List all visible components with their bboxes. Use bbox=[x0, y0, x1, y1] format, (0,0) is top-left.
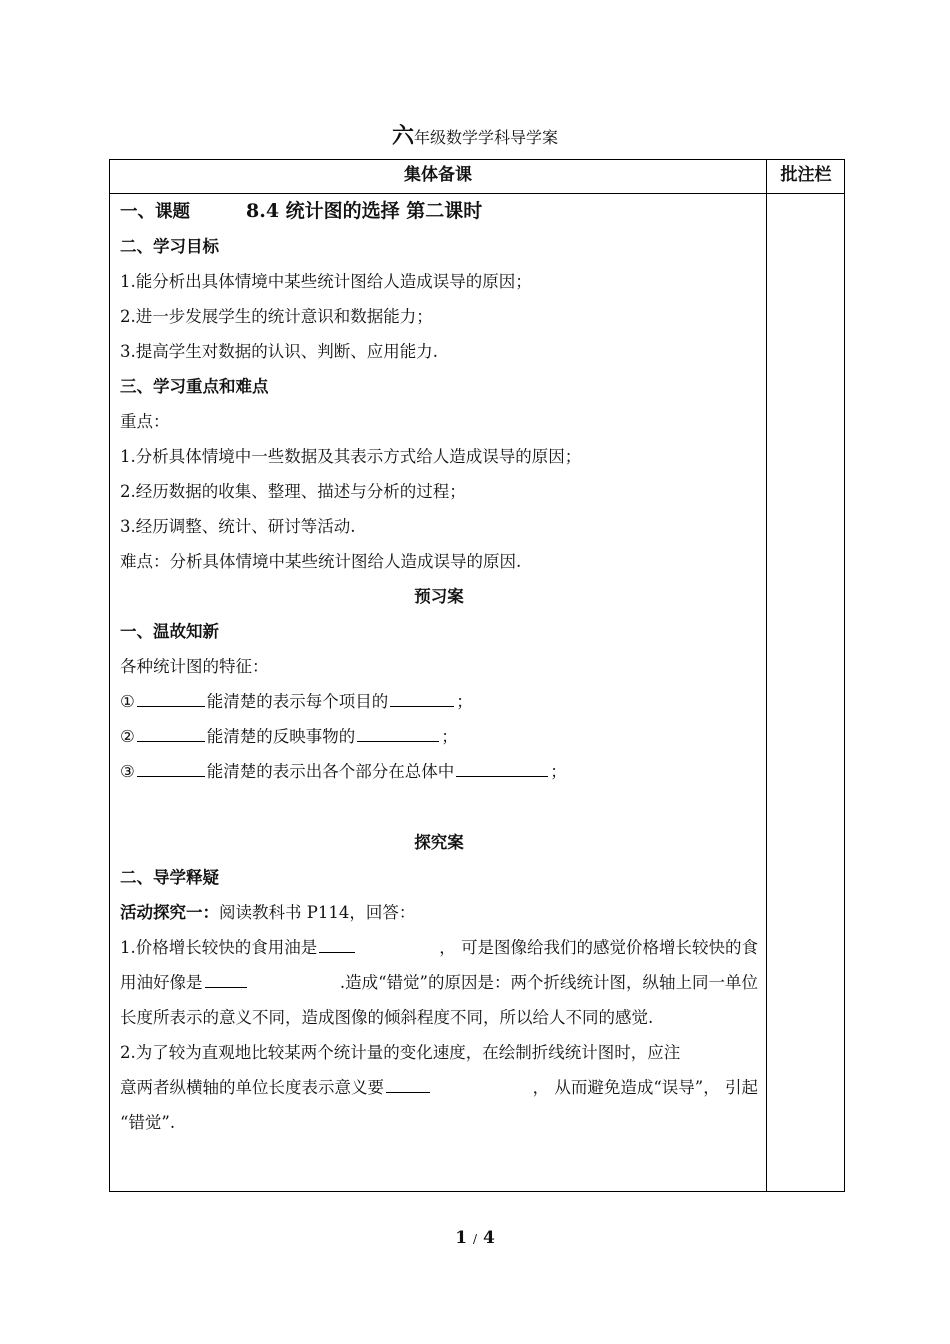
item-end: ； bbox=[550, 762, 567, 781]
title-grade: 六 bbox=[391, 123, 414, 149]
item-text: 能清楚的反映事物的 bbox=[206, 727, 356, 746]
focus-item: 1.分析具体情境中一些数据及其表示方式给人造成误导的原因； bbox=[120, 447, 582, 466]
item-end: ； bbox=[456, 692, 473, 711]
review-heading: 一、温故知新 bbox=[120, 622, 219, 641]
fill-blank-item bbox=[120, 684, 758, 719]
focus-label: 重点： bbox=[120, 412, 170, 431]
answer-blank[interactable] bbox=[137, 719, 205, 742]
goal-item: 3.提高学生对数据的认识、判断、应用能力. bbox=[120, 342, 438, 361]
total-pages: 4 bbox=[482, 1228, 495, 1248]
answer-blank[interactable] bbox=[205, 965, 247, 988]
q1-text-c: 用油好像是 bbox=[120, 973, 203, 992]
q2-text-b: 意两者纵横轴的单位长度表示意义要 bbox=[120, 1078, 384, 1097]
page-number bbox=[0, 1228, 950, 1248]
difficulty-text: 难点：分析具体情境中某些统计图给人造成误导的原因. bbox=[120, 552, 522, 571]
activity-label: 活动探究一： bbox=[120, 903, 219, 922]
item-end: ； bbox=[441, 727, 458, 746]
lesson-topic-row bbox=[120, 194, 758, 229]
goal-item: 2.进一步发展学生的统计意识和数据能力； bbox=[120, 307, 433, 326]
item-number: ③ bbox=[120, 762, 135, 781]
q1-text-e: 长度所表示的意义不同，造成图像的倾斜程度不同，所以给人不同的感觉. bbox=[120, 1008, 654, 1027]
lesson-topic-label: 一、课题 bbox=[120, 202, 190, 222]
page-separator: / bbox=[472, 1232, 478, 1246]
blank-space bbox=[120, 789, 758, 825]
document-title bbox=[0, 124, 950, 150]
q1-text-d: .造成“错觉”的原因是：两个折线统计图，纵轴上同一单位 bbox=[339, 973, 758, 992]
answer-blank[interactable] bbox=[386, 1070, 430, 1093]
explore-heading: 二、导学释疑 bbox=[120, 868, 219, 887]
q1-text-b: ， 可是图像给我们的感觉价格增长较快的食 bbox=[439, 938, 758, 957]
question-1-line-1 bbox=[120, 930, 758, 965]
answer-blank[interactable] bbox=[137, 754, 205, 777]
activity-intro bbox=[120, 895, 758, 930]
q2-text-a: 2.为了较为直观地比较某两个统计量的变化速度，在绘制折线统计图时，应注 bbox=[120, 1043, 681, 1062]
column-divider bbox=[766, 160, 767, 1191]
column-header-main: 集体备课 bbox=[404, 165, 472, 185]
column-header-notes: 批注栏 bbox=[780, 165, 832, 185]
item-number: ① bbox=[120, 692, 135, 711]
answer-blank[interactable] bbox=[319, 930, 355, 953]
answer-blank[interactable] bbox=[357, 719, 439, 742]
answer-blank[interactable] bbox=[456, 754, 548, 777]
review-intro: 各种统计图的特征： bbox=[120, 657, 269, 676]
q1-text-a: 1.价格增长较快的食用油是 bbox=[120, 938, 318, 957]
item-text: 能清楚的表示每个项目的 bbox=[206, 692, 389, 711]
lesson-table bbox=[109, 159, 845, 1192]
explore-section-title: 探究案 bbox=[414, 833, 464, 852]
focus-item: 3.经历调整、统计、研讨等活动. bbox=[120, 517, 356, 536]
current-page: 1 bbox=[455, 1228, 468, 1248]
goal-item: 1.能分析出具体情境中某些统计图给人造成误导的原因； bbox=[120, 272, 532, 291]
item-number: ② bbox=[120, 727, 135, 746]
item-text: 能清楚的表示出各个部分在总体中 bbox=[206, 762, 455, 781]
preview-section-title: 预习案 bbox=[414, 587, 464, 606]
focus-item: 2.经历数据的收集、整理、描述与分析的过程； bbox=[120, 482, 466, 501]
lesson-topic-title: 8.4 统计图的选择 第二课时 bbox=[246, 200, 483, 222]
lesson-content bbox=[120, 194, 758, 1140]
question-2-line-2 bbox=[120, 1070, 758, 1105]
goals-heading: 二、学习目标 bbox=[120, 237, 219, 256]
q2-text-c: ， 从而避免造成“误导”， 引起 bbox=[532, 1078, 758, 1097]
answer-blank[interactable] bbox=[390, 684, 454, 707]
question-1-line-2 bbox=[120, 965, 758, 1000]
title-text: 年级数学学科导学案 bbox=[414, 128, 559, 147]
fill-blank-item bbox=[120, 719, 758, 754]
key-points-heading: 三、学习重点和难点 bbox=[120, 377, 269, 396]
fill-blank-item bbox=[120, 754, 758, 789]
q2-text-d: “错觉”. bbox=[120, 1113, 176, 1132]
activity-text: 阅读教科书 P114，回答： bbox=[219, 903, 416, 922]
answer-blank[interactable] bbox=[137, 684, 205, 707]
